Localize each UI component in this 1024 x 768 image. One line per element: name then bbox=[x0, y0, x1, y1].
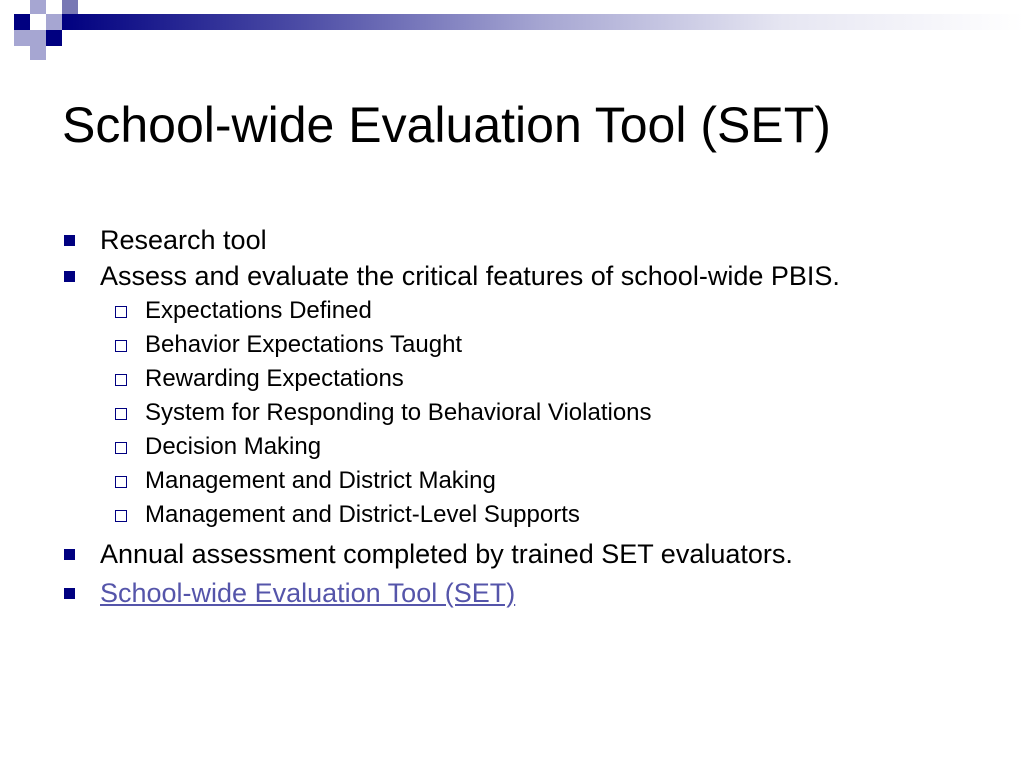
sub-item bbox=[62, 362, 1002, 396]
hollow-square-bullet-icon bbox=[115, 340, 127, 352]
header-gradient-bar bbox=[62, 14, 1024, 30]
bullet-item bbox=[62, 258, 1002, 294]
sub-item-text: Management and District-Level Supports bbox=[145, 501, 580, 528]
sub-item-text: Rewarding Expectations bbox=[145, 365, 404, 392]
sub-item bbox=[62, 464, 1002, 498]
header-decor-square bbox=[62, 0, 78, 14]
header-decor-square bbox=[30, 30, 46, 46]
square-bullet-icon bbox=[64, 549, 75, 560]
sub-item bbox=[62, 430, 1002, 464]
sub-item-text: Behavior Expectations Taught bbox=[145, 331, 463, 358]
sub-item bbox=[62, 294, 1002, 328]
sub-list bbox=[62, 294, 1002, 536]
hollow-square-bullet-icon bbox=[115, 374, 127, 386]
header-decor-square bbox=[14, 14, 30, 30]
hollow-square-bullet-icon bbox=[115, 510, 127, 522]
bullet-text: Assess and evaluate the critical features of school-wide PBIS. bbox=[100, 261, 840, 291]
header-decor-square bbox=[30, 0, 46, 14]
header-decor-square bbox=[30, 46, 46, 60]
hollow-square-bullet-icon bbox=[115, 408, 127, 420]
bullet-list bbox=[62, 222, 1002, 611]
bullet-text: Annual assessment completed by trained SET evaluators. bbox=[100, 539, 793, 569]
sub-item-text: Expectations Defined bbox=[145, 297, 372, 324]
bullet-item bbox=[62, 575, 1002, 611]
sub-item-text: Decision Making bbox=[145, 433, 322, 460]
bullet-item bbox=[62, 222, 1002, 258]
sub-list-wrapper bbox=[62, 294, 1002, 536]
header-decor-square bbox=[14, 30, 30, 46]
sub-item bbox=[62, 328, 1002, 362]
hollow-square-bullet-icon bbox=[115, 442, 127, 454]
header-decor-square bbox=[46, 30, 62, 46]
bullet-item bbox=[62, 536, 1002, 572]
square-bullet-icon bbox=[64, 235, 75, 246]
slide-title: School-wide Evaluation Tool (SET) bbox=[62, 97, 831, 153]
sub-item bbox=[62, 498, 1002, 532]
set-tool-link[interactable]: School-wide Evaluation Tool (SET) bbox=[100, 578, 516, 608]
sub-item-text: Management and District Making bbox=[145, 467, 496, 494]
hollow-square-bullet-icon bbox=[115, 476, 127, 488]
square-bullet-icon bbox=[64, 271, 75, 282]
sub-item-text: System for Responding to Behavioral Violations bbox=[145, 399, 652, 426]
sub-item bbox=[62, 396, 1002, 430]
bullet-text: Research tool bbox=[100, 225, 267, 255]
square-bullet-icon bbox=[64, 588, 75, 599]
header-decor-square bbox=[46, 14, 62, 30]
hollow-square-bullet-icon bbox=[115, 306, 127, 318]
